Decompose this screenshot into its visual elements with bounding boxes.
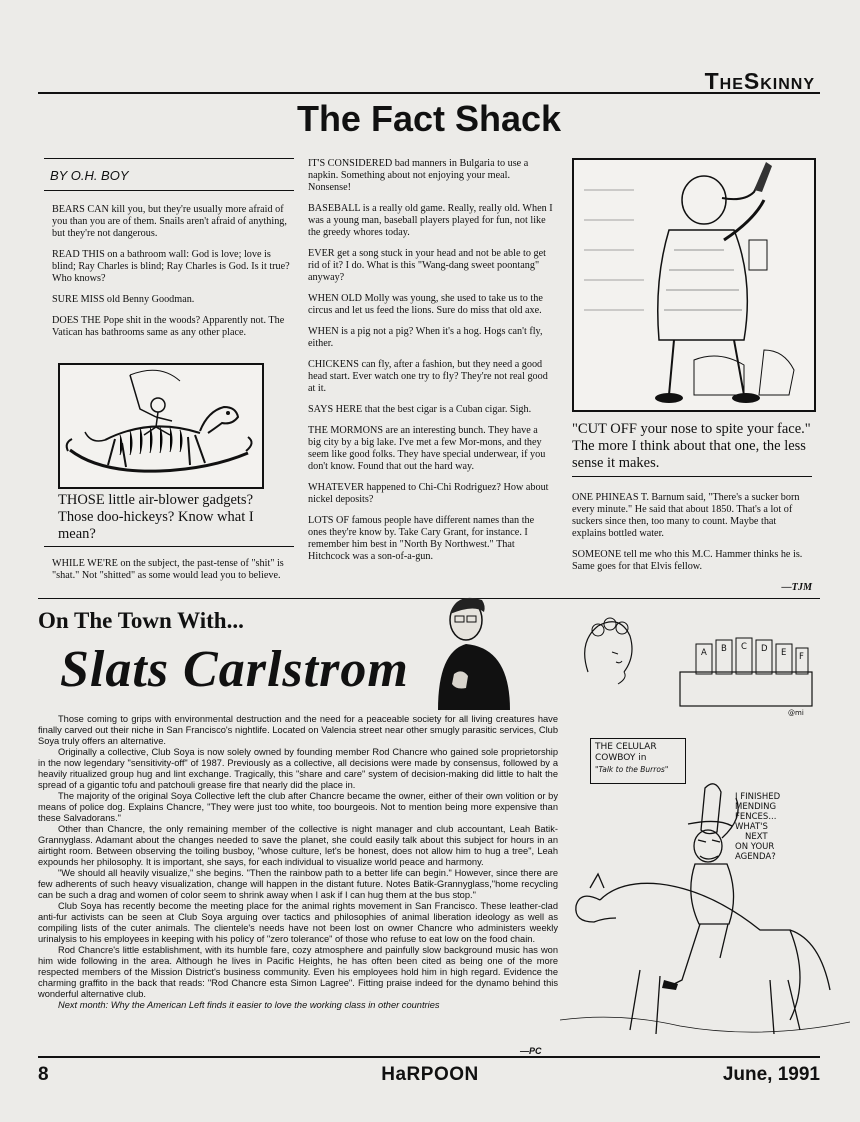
speech-line: ON YOUR — [735, 842, 775, 852]
cartoon-title-line: "Talk to the Burros" — [595, 765, 669, 774]
col1-end-text: WHILE WE'RE on the subject, the past-tense of "shit" is "shat." Not "shitted" as some would lead you to believe. — [52, 558, 284, 581]
cowboy-on-horse-illustration — [560, 780, 850, 1050]
fact-item: BEARS CAN kill you, but they're usually more afraid of you than you are of them. Snails aren't afraid of anything, but they're not dangerous. — [52, 204, 287, 239]
issue-date: June, 1991 — [722, 1064, 820, 1085]
fact-item: CHICKENS can fly, after a fashion, but they need a good head start. Ever watch one try to fly? They're not real good at it. — [308, 359, 548, 394]
speech-line: I FINISHED — [735, 792, 781, 802]
fact-item: WHEN OLD Molly was young, she used to take us to the circus and let us feed the lions. Sure do miss that old axe. — [308, 293, 543, 316]
article-signature: —PC — [520, 1046, 542, 1056]
fact-item: SOMEONE tell me who this M.C. Hammer thinks he is. Same goes for that Elvis fellow. — [572, 549, 803, 572]
fact-item: WHEN is a pig not a pig? When it's a hog. Hogs can't fly, either. — [308, 326, 543, 349]
folder-tab-label: D — [761, 644, 768, 654]
fact-item: THE MORMONS are an interesting bunch. They have a big city by a big lake. I've met a few Mor-mons, and they seem like good folks. They have special underwear, if you don't know. Found that out the hard way. — [308, 425, 546, 472]
fact-item: BASEBALL is a really old game. Really, really old. When I was a young man, baseball players played for fun, not like the greedy whores today. — [308, 203, 553, 238]
skeleton-horse-illustration — [58, 363, 264, 489]
fact-item: SAYS HERE that the best cigar is a Cuban cigar. Sigh. — [308, 404, 532, 415]
fact-item: READ THIS on a bathroom wall: God is love; love is blind; Ray Charles is blind; Ray Charles is God. Is it true? Who knows? — [52, 249, 290, 284]
col1-text — [52, 204, 290, 348]
woman-sketch-illustration — [568, 612, 648, 692]
club-soya-article — [38, 714, 558, 1011]
section-divider — [38, 598, 820, 599]
columnist-photo — [436, 592, 512, 710]
section-masthead: TheSkinny — [704, 68, 815, 94]
page-number: 8 — [38, 1064, 49, 1085]
cartoon-signature: @mi — [788, 709, 804, 717]
folder-tab-label: B — [721, 644, 727, 654]
fact-item: IT'S CONSIDERED bad manners in Bulgaria to use a napkin. Something about not enjoying your meal. Nonsense! — [308, 158, 529, 193]
cartoon-title-box — [590, 738, 686, 784]
file-drawer-illustration — [660, 630, 820, 720]
col2-text — [308, 158, 553, 572]
col1-caption-rule — [44, 546, 294, 547]
page-title: The Fact Shack — [296, 98, 562, 139]
fact-item: WHATEVER happened to Chi-Chi Rodriguez? How about nickel deposits? — [308, 482, 549, 505]
article-paragraph: Other than Chancre, the only remaining member of the collective is night manager and club accountant, Leah Batik-Grannyglass. Adamant about the changes needed to save the planet, she could easily talk about this subject for hours in an airtight room. Between observing the toiling busboy, "whose culture, let's be honest, does not allow him to hug a tree", Leah expounds her philosophy. It is important, she says, for each individual to visualize world peace and harmony. — [38, 824, 558, 867]
fact-item: SURE MISS old Benny Goodman. — [52, 294, 195, 305]
cigar-man-illustration — [572, 158, 816, 412]
fact-item: EVER get a song stuck in your head and not be able to get rid of it? I do. What is this "Wang-dang sweet poontang" anyway? — [308, 248, 546, 283]
cartoon-title-line: COWBOY in — [595, 753, 647, 763]
cartoon-title-line: THE CELULAR — [595, 742, 657, 752]
section-heading: On The Town With... — [38, 608, 244, 633]
speech-line: WHAT'S — [735, 822, 768, 832]
footer-rule — [38, 1056, 820, 1058]
byline-rule — [44, 190, 294, 191]
article-paragraph: Those coming to grips with environmental destruction and the need for a peaceable society for all living creatures have finally carved out their niche in San Francisco's nightlife. Located on Valencia street near other smugly parasitic services, Club Soya truly offers an alternative. — [38, 714, 558, 746]
col3-caption-rule — [572, 476, 812, 477]
fact-item: DOES THE Pope shit in the woods? Apparently not. The Vatican has bathrooms same as any other place. — [52, 315, 285, 338]
article-paragraph: "We should all heavily visualize," she begins. "Then the rainbow path to a better life can begin." However, since there are few adherents of such heavy visualization, change will happen in the distant future. Notes Batik-Grannyglass,"home recycling can be such a drag and women of color seem to shrink away when I ask if I can hug them at the bus stop." — [38, 868, 558, 900]
illustration-caption: THOSE little air-blower gadgets? Those doo-hickeys? Know what I mean? — [58, 492, 254, 542]
publication-logo: HaRPOON — [381, 1064, 479, 1085]
fact-item: LOTS OF famous people have different names than the ones they're know by. Take Cary Grant, for instance. I remember him best in "North By Northwest." That Hitchcock was a son-of-a-gun. — [308, 515, 535, 562]
article-paragraph: Rod Chancre's little establishment, with its humble fare, cozy atmosphere and painfully slow background music has won him wide following in the area. Although he lives in Pacific Heights, he has often been cited as being one of the more respected members of the Mission District's business community. Even his employees hold him in high regard. Evidence the charming graffito in the back that reads: "Rod Chancre esta Simon Lagree". Fitting praise indeed for the dynamo behind this wonderful alternative club. — [38, 945, 558, 999]
byline: BY O.H. BOY — [50, 168, 129, 183]
folder-tab-label: E — [781, 648, 787, 658]
col1-top-rule — [44, 158, 294, 159]
columnist-name: Slats Carlstrom — [60, 641, 409, 698]
speech-line: FENCES... — [735, 812, 777, 822]
article-paragraph: Club Soya has recently become the meeting place for the animal rights movement in San Francisco. These leather-clad anti-fur activists can be seen at Club Soya arguing over tactics and philosophies of animal liberation ideology as well as compiling lists of the cuter animals. The clientele's needs have not been lost on owner Chancre who administers weekly urinalysis to his employees in keeping with his policy of "zero tolerance" of those who refuse to eat low on the food chain. — [38, 901, 558, 944]
speech-line: AGENDA? — [735, 852, 776, 862]
col3-signature: —TJM — [781, 582, 812, 593]
top-rule — [38, 92, 820, 94]
folder-tab-label: F — [799, 652, 804, 662]
fact-item: ONE PHINEAS T. Barnum said, "There's a sucker born every minute." He said that about 1850. That's a lot of suckers since then, too many to count. Maybe that explains bottled water. — [572, 492, 800, 539]
illustration-caption-nose: "CUT OFF your nose to spite your face." The more I think about that one, the less sense it makes. — [572, 421, 811, 471]
col3-text — [572, 492, 812, 582]
folder-tab-label: A — [701, 648, 707, 658]
next-month-teaser: Next month: Why the American Left finds it easier to love the working class in other countries — [58, 1000, 440, 1010]
article-paragraph: Originally a collective, Club Soya is now solely owned by founding member Rod Chancre who gained sole proprietorship in the now legendary "sensitivity-off" of 1987. Previously as a collective, all decisions were made by consensus, followed by a heavily ritualized group hug and lint exchange. Tragically, this "share and care" system of decision-making did little to halt the spread of a gigantic tofu and patchouli grease fire that nearly did the place in. — [38, 747, 558, 790]
folder-tab-label: C — [741, 642, 747, 652]
article-paragraph: The majority of the original Soya Collective left the club after Chancre became the owner, either of their own volition or by means of police dog. Explains Chancre, "They were just too white, too bourgeois. Not to mention being more expensive than these Salvadorans." — [38, 791, 558, 823]
speech-line: MENDING — [735, 802, 777, 812]
speech-line: NEXT — [745, 832, 768, 842]
